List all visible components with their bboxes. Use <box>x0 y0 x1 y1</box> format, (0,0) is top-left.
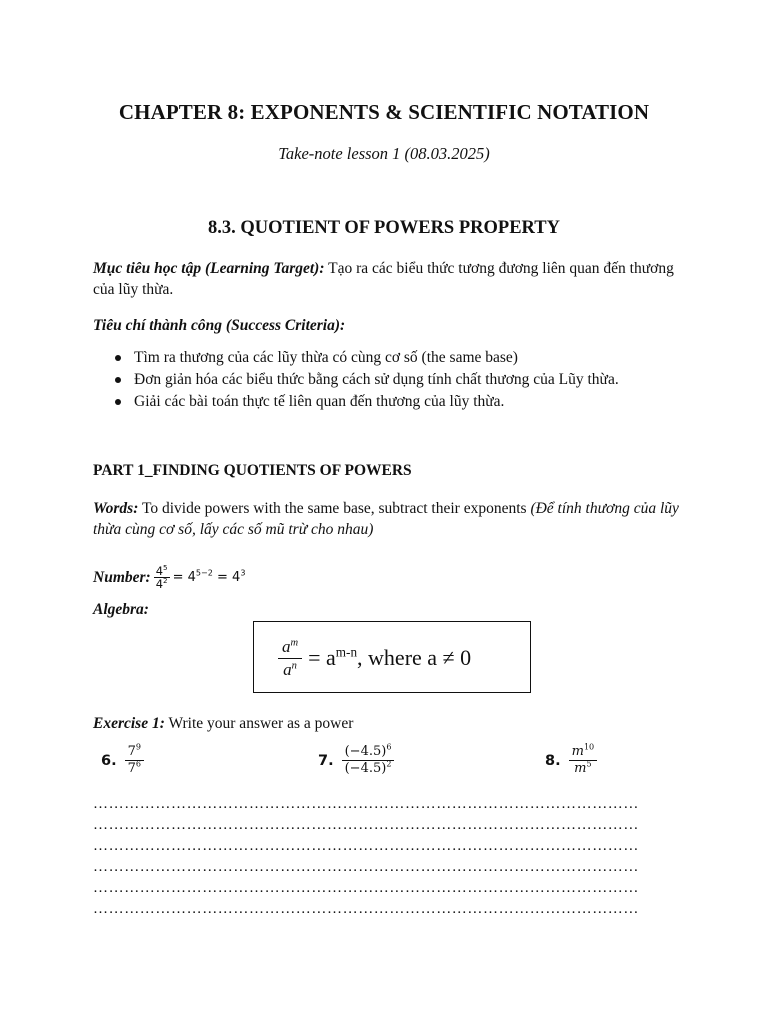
exercise-item-8: 8. $\frac{m^{10}}{m^5}$ <box>545 744 597 777</box>
algebra-fraction: $\frac{a^m}{a^n}$ <box>278 636 302 681</box>
answer-line[interactable]: …………………………………………………………………………………………… <box>93 859 639 875</box>
answer-line[interactable]: …………………………………………………………………………………………… <box>93 796 639 812</box>
exercise1-label: Exercise 1: <box>93 715 165 732</box>
algebra-label: Algebra: <box>93 601 149 618</box>
success-criteria-list <box>112 347 692 413</box>
exercise1-instruction: Write your answer as a power <box>164 715 354 732</box>
words-label: Words: <box>93 500 139 517</box>
learning-target-text: Tạo ra các biểu thức tương đương liên quan đến thương của lũy thừa. <box>93 260 674 298</box>
words-text: To divide powers with the same base, subtract their exponents <box>138 500 531 517</box>
answer-line[interactable]: …………………………………………………………………………………………… <box>93 817 639 833</box>
exercise-item-6: 6. $\frac{7^9}{7^6}$ <box>101 744 144 777</box>
part1-title: PART 1_FINDING QUOTIENTS OF POWERS <box>93 462 412 479</box>
number-steps: = $4^{5-2} = 4^3$ <box>172 568 246 585</box>
answer-line[interactable]: …………………………………………………………………………………………… <box>93 838 639 854</box>
list-item: Đơn giản hóa các biểu thức bằng cách sử dụng tính chất thương của Lũy thừa. <box>112 369 692 391</box>
success-criteria-label: Tiêu chí thành công (Success Criteria): <box>93 317 346 334</box>
number-label: Number: <box>93 568 151 586</box>
learning-target-label: Mục tiêu học tập (Learning Target): <box>93 260 325 277</box>
list-item: Tìm ra thương của các lũy thừa có cùng cơ số (the same base) <box>112 347 692 369</box>
success-criteria-heading <box>93 315 683 336</box>
answer-line[interactable]: …………………………………………………………………………………………… <box>93 880 639 896</box>
chapter-title: CHAPTER 8: EXPONENTS & SCIENTIFIC NOTATION <box>118 100 650 124</box>
algebra-result: = $a^{m-n}$, where a ≠ 0 <box>308 644 472 670</box>
number-fraction: $\frac{4^5}{4^2}$ <box>155 563 168 591</box>
exercise-item-7: 7. $\frac{(-4.5)^6}{(-4.5)^2}$ <box>318 744 394 777</box>
section-title: 8.3. QUOTIENT OF POWERS PROPERTY <box>208 218 560 238</box>
algebra-rule-box <box>253 621 531 693</box>
exercise1-heading <box>93 715 353 733</box>
lesson-subtitle: Take-note lesson 1 (08.03.2025) <box>278 144 490 163</box>
learning-target <box>93 258 683 300</box>
answer-line[interactable]: …………………………………………………………………………………………… <box>93 901 639 917</box>
words-translation: (Để tính thương của lũy thừa cùng cơ số, lấy các số mũ trừ cho nhau) <box>93 500 679 538</box>
number-example <box>93 565 245 590</box>
words-paragraph <box>93 498 683 540</box>
list-item: Giải các bài toán thực tế liên quan đến thương của lũy thừa. <box>112 391 692 413</box>
